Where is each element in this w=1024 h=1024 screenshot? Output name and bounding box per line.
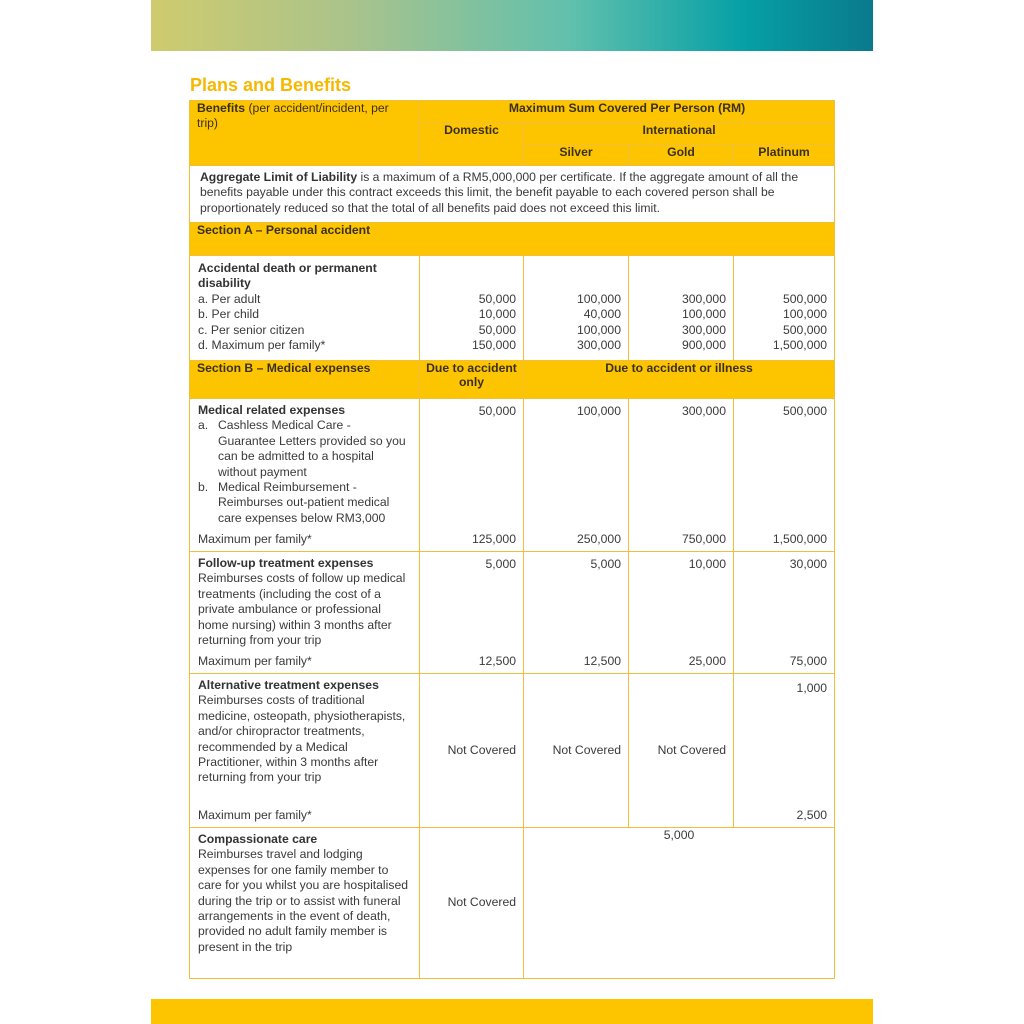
footer-bar <box>151 999 873 1024</box>
max-per-family-label: Maximum per family* <box>198 531 312 546</box>
compassionate-international-value: 5,000 <box>524 828 835 979</box>
accidental-domestic-values: 50,000 10,000 50,000 150,000 <box>420 256 524 361</box>
compassionate-domestic-value: Not Covered <box>420 828 524 979</box>
alternative-domestic-value: Not Covered <box>420 674 524 828</box>
accidental-silver-values: 100,000 40,000 100,000 300,000 <box>524 256 629 361</box>
list-item: a. Cashless Medical Care - Guarantee Letters provided so you can be admitted to a hospital without payment <box>198 418 406 479</box>
medical-related-cell: Medical related expenses a. Cashless Medical Care - Guarantee Letters provided so you can be admitted to a hospital without payment b. Medical Reimbursement - Reimburses out-patient medical care expenses below RM3,000 Maximum per family* <box>190 399 420 552</box>
header-gradient-bar <box>151 0 873 51</box>
domestic-header: Domestic <box>420 123 524 166</box>
gold-header: Gold <box>629 145 734 166</box>
accidental-death-cell: Accidental death or permanent disability a. Per adult b. Per child c. Per senior citizen d. Maximum per family* <box>190 256 420 361</box>
followup-gold-values: 10,000 25,000 <box>629 552 734 674</box>
page-title: Plans and Benefits <box>190 75 352 95</box>
medical-gold-values: 300,000 750,000 <box>629 399 734 552</box>
followup-domestic-values: 5,000 12,500 <box>420 552 524 674</box>
alternative-gold-value: Not Covered <box>629 674 734 828</box>
alternative-treatment-cell: Alternative treatment expenses Reimburses costs of traditional medicine, osteopath, physiotherapists, and/or chiropractor treatments, recommended by a Medical Practitioner, within 3 months after returning from your trip Maximum per family* <box>190 674 420 828</box>
international-header: International <box>524 123 835 145</box>
accidental-platinum-values: 500,000 100,000 500,000 1,500,000 <box>734 256 835 361</box>
accidental-gold-values: 300,000 100,000 300,000 900,000 <box>629 256 734 361</box>
followup-treatment-cell: Follow-up treatment expenses Reimburses costs of follow up medical treatments (including the cost of a private ambulance or professional home nursing) within 3 months after returning from your trip Maximum per family* <box>190 552 420 674</box>
alternative-platinum-values: 1,000 2,500 <box>734 674 835 828</box>
benefits-table <box>189 100 835 979</box>
aggregate-limit-note: Aggregate Limit of Liability is a maximum of a RM5,000,000 per certificate. If the aggregate amount of all the benefits payable under this contract exceeds this limit, the benefit payable to each covered person shall be proportionately reduced so that the total of all benefits paid does not exceed this limit. <box>190 166 835 223</box>
max-per-family-label: Maximum per family* <box>198 807 312 822</box>
medical-silver-values: 100,000 250,000 <box>524 399 629 552</box>
alternative-silver-value: Not Covered <box>524 674 629 828</box>
list-item: b. Medical Reimbursement - Reimburses out-patient medical care expenses below RM3,000 <box>198 480 390 525</box>
due-accident-or-illness-header: Due to accident or illness <box>524 361 835 399</box>
medical-domestic-values: 50,000 125,000 <box>420 399 524 552</box>
silver-header: Silver <box>524 145 629 166</box>
followup-silver-values: 5,000 12,500 <box>524 552 629 674</box>
max-sum-header: Maximum Sum Covered Per Person (RM) <box>420 101 835 123</box>
max-per-family-label: Maximum per family* <box>198 653 312 668</box>
section-a-title: Section A – Personal accident <box>190 223 835 256</box>
section-b-title: Section B – Medical expenses <box>190 361 420 399</box>
medical-platinum-values: 500,000 1,500,000 <box>734 399 835 552</box>
due-accident-only-header: Due to accident only <box>420 361 524 399</box>
platinum-header: Platinum <box>734 145 835 166</box>
benefits-header: Benefits (per accident/incident, per trip) <box>190 101 420 166</box>
medical-items-list <box>198 418 411 526</box>
compassionate-care-cell: Compassionate care Reimburses travel and lodging expenses for one family member to care for you whilst you are hospitalised during the trip or to assist with funeral arrangements in the event of death, provided no adult family member is present in the trip <box>190 828 420 979</box>
followup-platinum-values: 30,000 75,000 <box>734 552 835 674</box>
